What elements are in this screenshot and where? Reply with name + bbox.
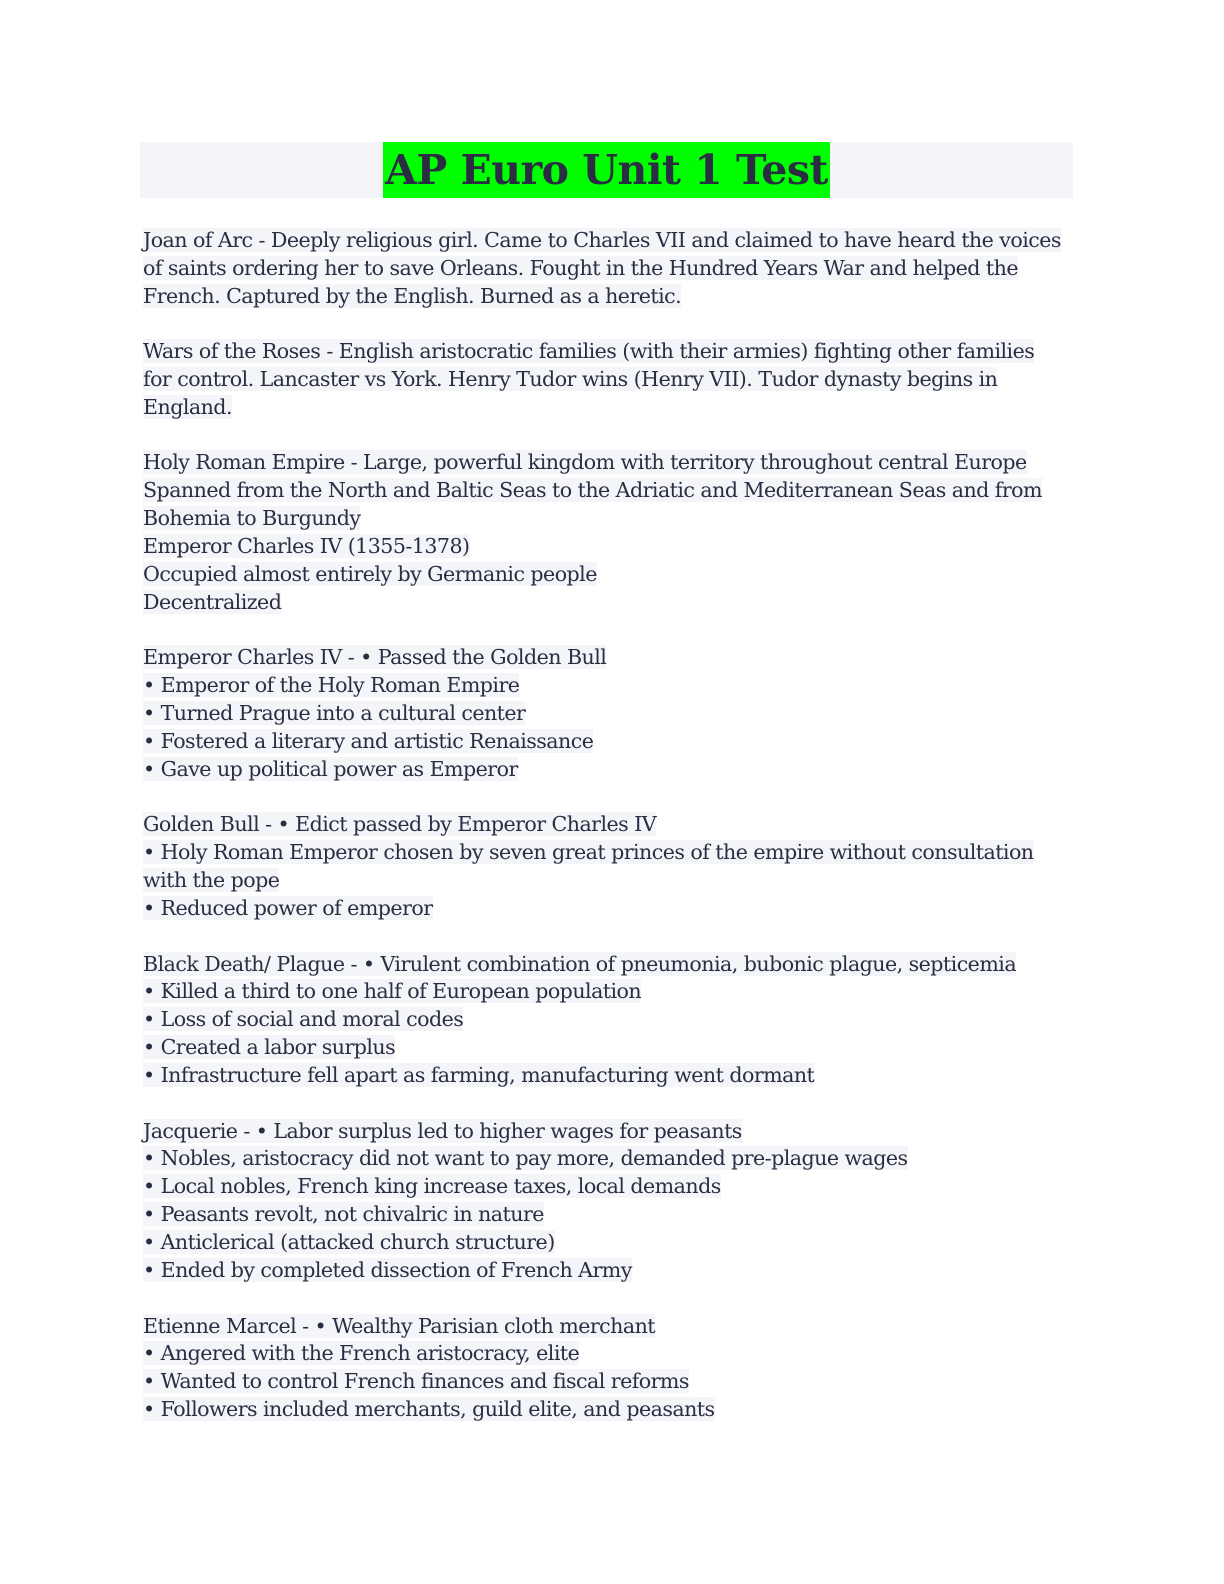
entry-line: Occupied almost entirely by Germanic people [143,562,597,587]
entry-line: • Followers included merchants, guild elite, and peasants [143,1397,715,1422]
entry-line: Emperor Charles IV - • Passed the Golden Bull [143,645,607,670]
entry-line: Spanned from the North and Baltic Seas to the Adriatic and Mediterranean Seas and from [143,478,1042,503]
entry-line: • Reduced power of emperor [143,896,433,921]
title-band [140,142,1073,198]
entry-line: • Created a labor surplus [143,1035,396,1060]
entry-wars-of-the-roses [143,338,1073,422]
entry-line: • Wanted to control French finances and fiscal reforms [143,1369,689,1394]
document-body [143,227,1073,1452]
entry-line: Joan of Arc - Deeply religious girl. Came to Charles VII and claimed to have heard the voices [143,228,1061,252]
entry-line: of saints ordering her to save Orleans. Fought in the Hundred Years War and helped the [143,255,1018,280]
entry-line: • Loss of social and moral codes [143,1007,464,1032]
entry-line: • Peasants revolt, not chivalric in nature [143,1202,544,1227]
entry-emperor-charles-iv [143,644,1073,784]
entry-line: • Fostered a literary and artistic Renaissance [143,729,594,754]
entry-line: Bohemia to Burgundy [143,506,361,531]
entry-line: • Ended by completed dissection of French Army [143,1258,632,1283]
entry-line: Jacquerie - • Labor surplus led to higher wages for peasants [143,1118,742,1143]
entry-line: • Turned Prague into a cultural center [143,701,526,726]
entry-black-death [143,951,1073,1091]
entry-line: French. Captured by the English. Burned as a heretic. [143,283,682,308]
entry-line: • Angered with the French aristocracy, elite [143,1341,580,1366]
entry-golden-bull [143,811,1073,923]
entry-line: Black Death/ Plague - • Virulent combination of pneumonia, bubonic plague, septicemia [143,951,1017,976]
entry-line: Wars of the Roses - English aristocratic families (with their armies) fighting other families [143,339,1035,364]
entry-line: Etienne Marcel - • Wealthy Parisian cloth merchant [143,1313,656,1338]
entry-line: • Emperor of the Holy Roman Empire [143,673,520,698]
entry-jacquerie [143,1118,1073,1285]
entry-line: • Gave up political power as Emperor [143,757,518,781]
entry-line: • Holy Roman Emperor chosen by seven great princes of the empire without consultation [143,840,1034,865]
entry-line: Decentralized [143,589,282,614]
entry-holy-roman-empire [143,449,1073,616]
document-title: AP Euro Unit 1 Test [383,142,830,198]
entry-line: with the pope [143,868,280,893]
entry-line: Golden Bull - • Edict passed by Emperor Charles IV [143,812,657,837]
entry-line: for control. Lancaster vs York. Henry Tudor wins (Henry VII). Tudor dynasty begins in [143,367,998,392]
entry-line: England. [143,395,232,420]
entry-line: • Infrastructure fell apart as farming, manufacturing went dormant [143,1063,815,1088]
entry-line: • Anticlerical (attacked church structure) [143,1230,555,1255]
entry-line: • Local nobles, French king increase taxes, local demands [143,1174,721,1199]
entry-joan-of-arc [143,227,1073,311]
entry-line: • Nobles, aristocracy did not want to pay more, demanded pre-plague wages [143,1146,908,1171]
entry-line: Holy Roman Empire - Large, powerful kingdom with territory throughout central Europe [143,450,1027,475]
entry-etienne-marcel [143,1313,1073,1425]
entry-line: • Killed a third to one half of European population [143,979,642,1004]
entry-line: Emperor Charles IV (1355-1378) [143,534,470,559]
